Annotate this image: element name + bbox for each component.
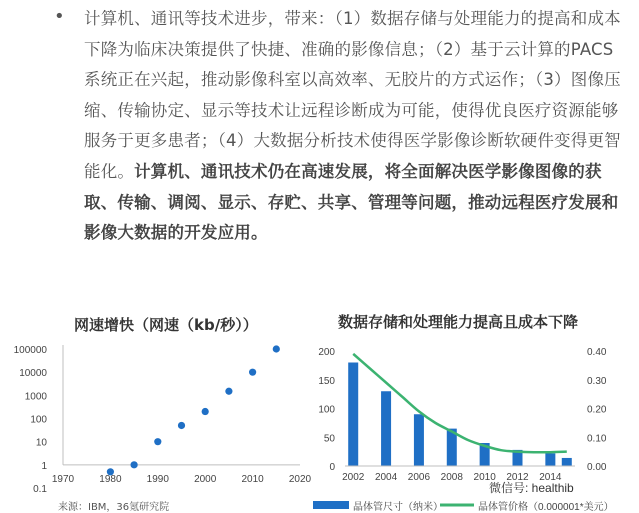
chart1-y-tick-label: 100 [30, 414, 47, 426]
chart1-y-tick-label: 10000 [19, 368, 47, 380]
bullet-marker: • [54, 6, 65, 27]
chart2-left-tick-label: 100 [318, 404, 335, 416]
chart2-x-tick-label: 2008 [440, 472, 463, 483]
chart1-title: 网速增快（网速（kb/秒）） [74, 316, 258, 334]
chart1-x-tick-label: 1980 [99, 474, 122, 485]
chart1-y-tick-label: 10 [35, 437, 47, 449]
chart2-bar [348, 363, 358, 467]
watermark-text: 微信号: healthib [489, 481, 574, 495]
chart2-x-tick-label: 2006 [407, 472, 431, 483]
chart2-right-tick-label: 0.10 [587, 433, 607, 445]
chart2-right-tick-label: 0.20 [587, 404, 607, 416]
chart2-x-tick-label: 2002 [342, 472, 365, 483]
chart2-title: 数据存储和处理能力提高且成本下降 [338, 313, 579, 331]
chart2-x-tick-label: 2010 [473, 472, 496, 483]
chart2-bar [414, 414, 424, 466]
chart2-right-tick-label: 0.30 [587, 375, 607, 387]
legend-bar-label: 晶体管尺寸（纳米） [353, 502, 443, 512]
chart2-right-tick-label: 0.00 [587, 462, 607, 473]
legend-line-label: 晶体管价格（0.000001*美元） [478, 502, 614, 512]
source-note: 来源：IBM，36氪研究院 [58, 502, 170, 513]
chart2-bar [562, 458, 572, 466]
chart2-left-tick-label: 200 [318, 347, 335, 358]
chart1-y-tick-label: 100000 [13, 345, 47, 356]
chart2-x-tick-label: 2004 [374, 472, 398, 483]
chart2-x-tick-label: 2012 [506, 472, 529, 483]
chart2-left-tick-label: 0 [329, 462, 335, 473]
chart2-bar [381, 391, 391, 466]
chart2-x-tick-label: 2014 [539, 472, 562, 483]
chart1-x-tick-label: 2000 [194, 474, 217, 485]
chart2-left-tick-label: 50 [323, 433, 335, 445]
paragraph-bold: 计算机、通讯技术仍在高速发展，将全面解决医学影像图像的获取、传输、调阅、显示、存贮、共享、管理等问题，推动远程医疗发展和影像大数据的开发应用。 [84, 161, 619, 243]
chart1-x-tick-label: 2020 [288, 474, 312, 485]
chart1-y-tick-label: 0.1 [33, 484, 47, 495]
chart1-x-tick-label: 1990 [146, 474, 169, 485]
chart1-x-tick-label: 1970 [51, 474, 75, 485]
chart2-bar [545, 453, 555, 466]
paragraph-plain: 计算机、通讯等技术进步，带来：（1）数据存储与处理能力的提高和成本下降为临床决策提供了快捷、准确的影像信息；（2）基于云计算的PACS系统正在兴起，推动影像科室以高效率、无胶片的方式运作；（3）图像压缩、传输协定、显示等技术让远程诊断成为可能，使得优良医疗资源能够服务于更多患者；（4）大数据分析技术使得医学影像诊断软硬件变得更智能化。 [84, 9, 621, 181]
chart1-y-tick-label: 1000 [24, 391, 47, 403]
chart2-right-tick-label: 0.40 [587, 347, 607, 358]
chart2-left-tick-label: 150 [318, 375, 335, 387]
chart1-x-tick-label: 2010 [241, 474, 264, 485]
legend-bar-swatch [313, 501, 349, 509]
chart1-y-tick-label: 1 [41, 460, 47, 472]
